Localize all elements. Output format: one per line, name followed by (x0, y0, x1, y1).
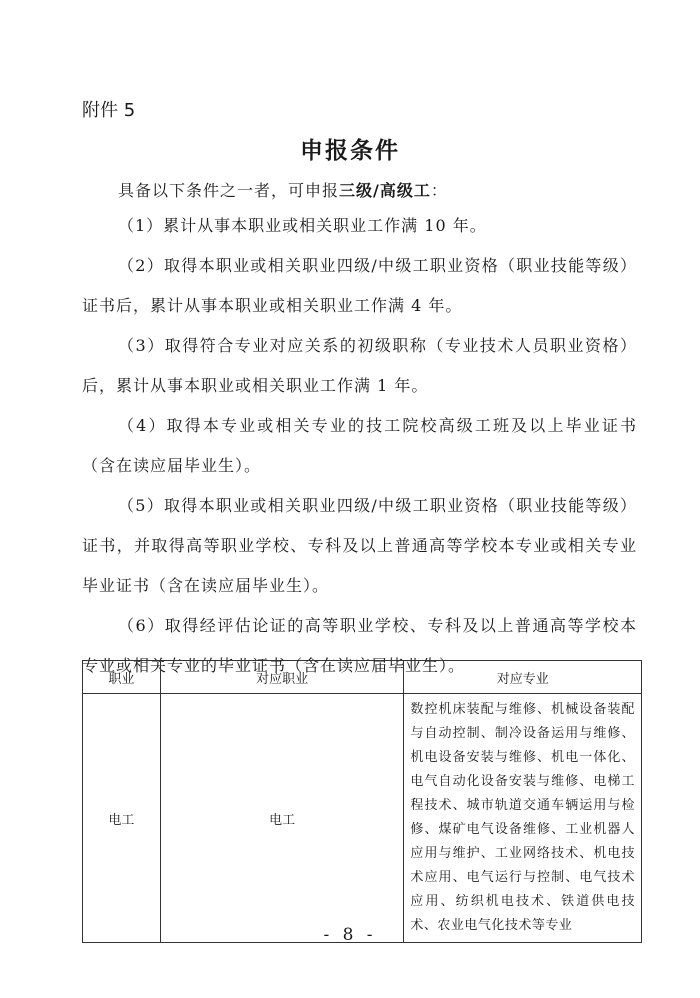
page-title: 申报条件 (300, 137, 400, 164)
header-related-major: 对应专业 (404, 661, 642, 694)
header-related-occupation: 对应职业 (160, 661, 404, 694)
intro-suffix: ： (430, 181, 448, 200)
occupation-table (82, 660, 642, 943)
condition-item: （6）取得经评估论证的高等职业学校、专科及以上普通高等学校本专业或相关专业的毕业证书（含在读应届毕业生）。 (82, 616, 637, 675)
cell-related-occupation: 电工 (160, 694, 404, 943)
table-header-row (83, 661, 642, 694)
condition-item: （3）取得符合专业对应关系的初级职称（专业技术人员职业资格）后，累计从事本职业或相关职业工作满 1 年。 (82, 336, 637, 395)
intro-level: 三级/高级工 (339, 181, 431, 200)
cell-occupation: 电工 (83, 694, 161, 943)
intro-line (118, 178, 448, 201)
condition-item: （2）取得本职业或相关职业四级/中级工职业资格（职业技能等级）证书后，累计从事本职业或相关职业工作满 4 年。 (82, 256, 637, 315)
cell-related-majors: 数控机床装配与维修、机械设备装配与自动控制、制冷设备运用与维修、机电设备安装与维修、机电一体化、电气自动化设备安装与维修、电梯工程技术、城市轨道交通车辆运用与检修、煤矿电气设备维修、工业机器人应用与维护、工业网络技术、机电技术应用、电气运行与控制、电气技术应用、纺织机电技术、铁道供电技术、农业电气化技术等专业 (404, 694, 642, 943)
attachment-label: 附件 5 (82, 100, 136, 121)
conditions-list (82, 206, 637, 686)
header-occupation: 职业 (83, 661, 161, 694)
condition-item: （4）取得本专业或相关专业的技工院校高级工班及以上毕业证书（含在读应届毕业生）。 (82, 416, 637, 475)
condition-item: （5）取得本职业或相关职业四级/中级工职业资格（职业技能等级）证书，并取得高等职业学校、专科及以上普通高等学校本专业或相关专业毕业证书（含在读应届毕业生）。 (82, 496, 637, 595)
page-number: - 8 - (323, 925, 377, 945)
table-row (83, 694, 642, 943)
condition-item: （1）累计从事本职业或相关职业工作满 10 年。 (118, 216, 487, 235)
intro-prefix: 具备以下条件之一者，可申报 (118, 181, 340, 200)
